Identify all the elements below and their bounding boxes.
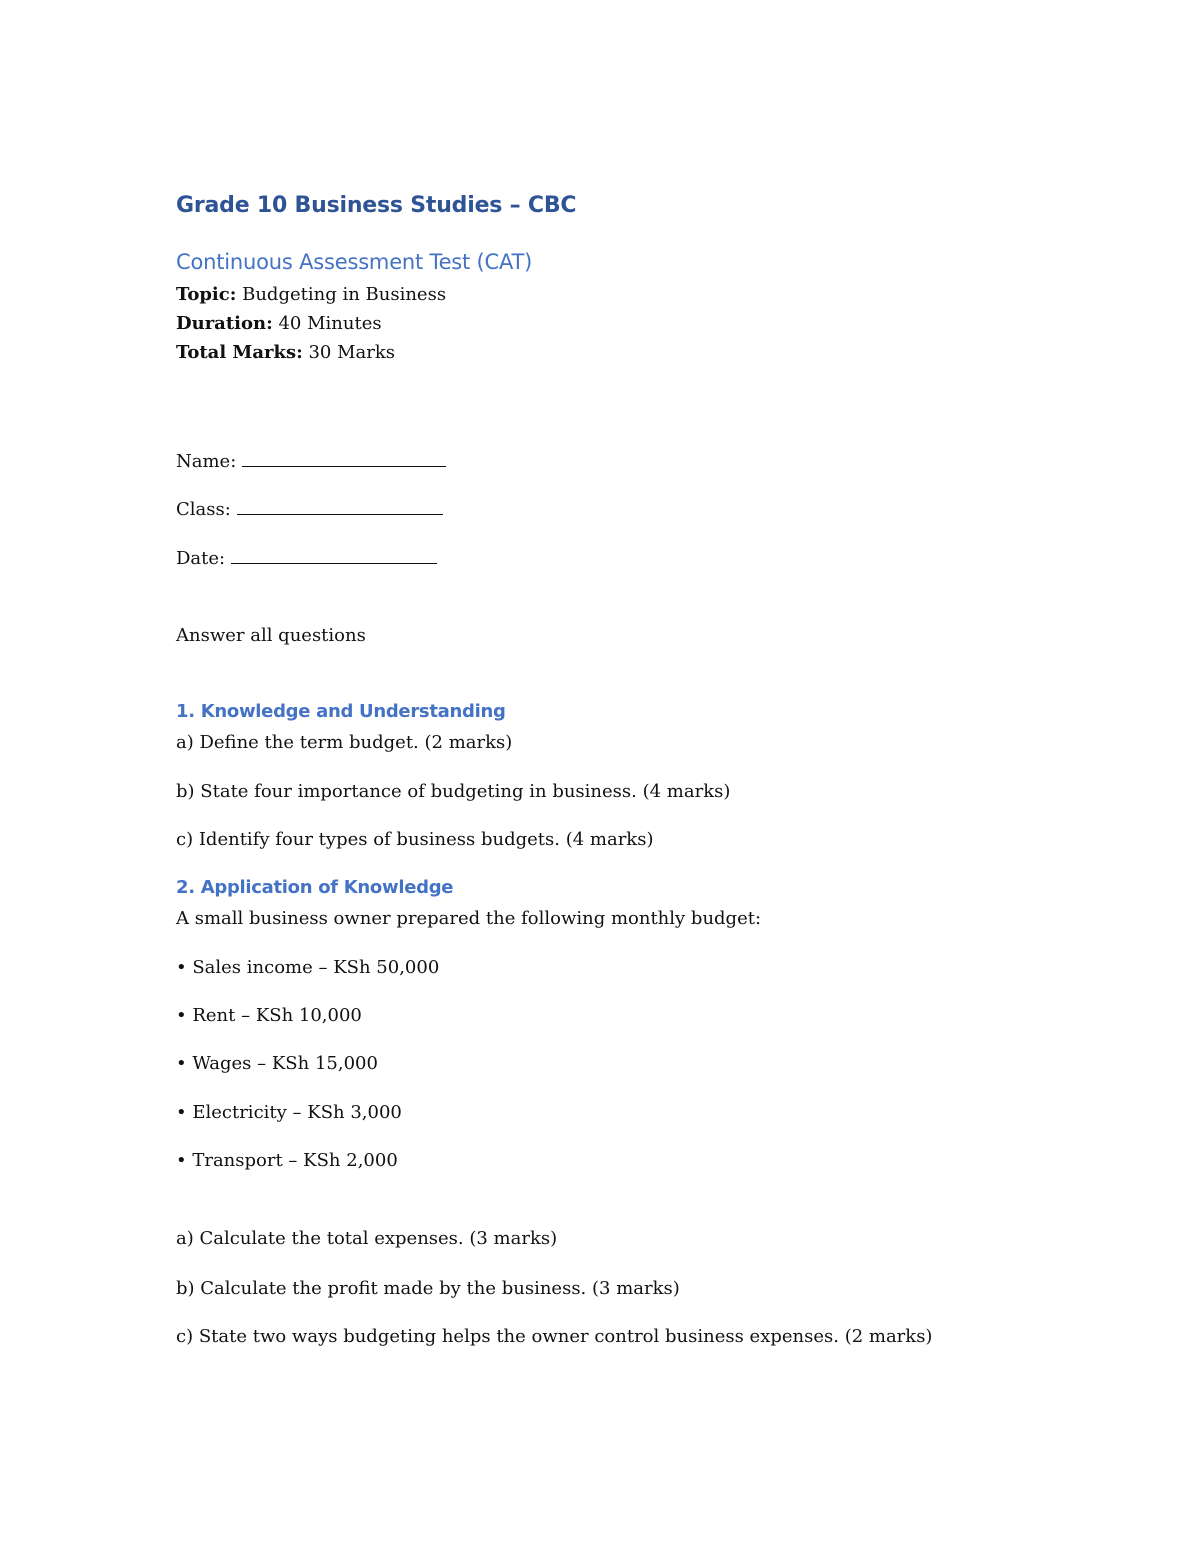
date-blank-line[interactable] <box>231 547 437 564</box>
section2-heading: 2. Application of Knowledge <box>176 877 454 898</box>
name-field <box>176 450 446 473</box>
section1-question-b: b) State four importance of budgeting in business. (4 marks) <box>176 781 731 802</box>
class-blank-line[interactable] <box>237 498 443 515</box>
document-title: Grade 10 Business Studies – CBC <box>176 193 577 218</box>
date-label: Date: <box>176 548 226 569</box>
budget-item-rent: • Rent – KSh 10,000 <box>176 1005 362 1026</box>
section2-question-b: b) Calculate the profit made by the business. (3 marks) <box>176 1278 680 1299</box>
total-marks-label: Total Marks: <box>176 342 303 363</box>
total-marks-value: 30 Marks <box>308 342 396 363</box>
document-subtitle: Continuous Assessment Test (CAT) <box>176 250 533 274</box>
name-label: Name: <box>176 451 237 472</box>
budget-item-transport: • Transport – KSh 2,000 <box>176 1150 398 1171</box>
section1-question-c: c) Identify four types of business budgets. (4 marks) <box>176 829 654 850</box>
topic-label: Topic: <box>176 284 237 305</box>
duration-label: Duration: <box>176 313 273 334</box>
section2-question-c: c) State two ways budgeting helps the owner control business expenses. (2 marks) <box>176 1326 933 1347</box>
section2-intro: A small business owner prepared the following monthly budget: <box>176 908 762 929</box>
instruction-text: Answer all questions <box>176 625 366 646</box>
budget-item-electricity: • Electricity – KSh 3,000 <box>176 1102 402 1123</box>
topic-line <box>176 284 446 306</box>
duration-line <box>176 313 382 335</box>
topic-value: Budgeting in Business <box>242 284 447 305</box>
budget-item-sales: • Sales income – KSh 50,000 <box>176 957 440 978</box>
total-marks-line <box>176 342 395 364</box>
class-field <box>176 498 443 521</box>
date-field <box>176 547 437 570</box>
class-label: Class: <box>176 499 231 520</box>
section1-question-a: a) Define the term budget. (2 marks) <box>176 732 513 753</box>
section2-question-a: a) Calculate the total expenses. (3 marks) <box>176 1228 558 1249</box>
section1-heading: 1. Knowledge and Understanding <box>176 701 506 722</box>
duration-value: 40 Minutes <box>278 313 382 334</box>
name-blank-line[interactable] <box>242 450 446 467</box>
budget-item-wages: • Wages – KSh 15,000 <box>176 1053 378 1074</box>
